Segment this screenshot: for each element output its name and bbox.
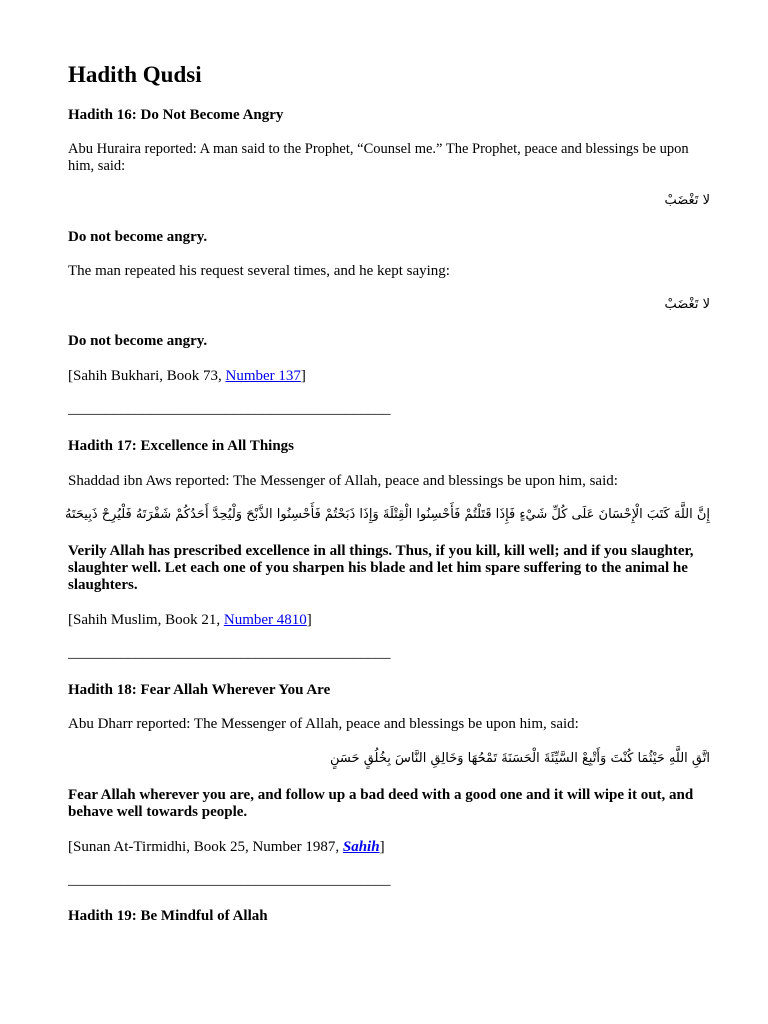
hadith-16-reference — [68, 368, 710, 385]
hadith-17-english: Verily Allah has prescribed excellence in all things. Thus, if you kill, kill well; and if you slaughter, slaughter well. Let each one of you sharpen his blade and let him spare suffering to the animal he slaughters. — [68, 543, 694, 593]
hadith-18-reference — [68, 839, 710, 856]
hadith-18-arabic: اتَّقِ اللَّهِ حَيْثُمَا كُنْتَ وَأَتْبِعْ السَّيِّئَةَ الْحَسَنَةَ تَمْحُهَا وَخَالِقِ النَّاسَ بِخُلُقٍ حَسَنٍ — [330, 751, 710, 766]
hadith-16-repeat: The man repeated his request several times, and he kept saying: — [68, 263, 450, 279]
hadith-16-intro: Abu Huraira reported: A man said to the Prophet, “Counsel me.” The Prophet, peace and blessings be upon him, said: — [68, 141, 689, 174]
hadith-18-heading: Hadith 18: Fear Allah Wherever You Are — [68, 682, 331, 698]
section-divider: ___________________________________________ — [68, 401, 391, 417]
section-divider: ___________________________________________ — [68, 645, 391, 661]
hadith-18-english: Fear Allah wherever you are, and follow up a bad deed with a good one and it will wipe it out, and behave well towards people. — [68, 787, 694, 820]
reference-suffix: ] — [306, 612, 312, 628]
reference-suffix: ] — [300, 368, 306, 384]
reference-prefix: [Sahih Bukhari, Book 73, — [68, 368, 226, 384]
reference-prefix: [Sahih Muslim, Book 21, — [68, 612, 224, 628]
reference-link[interactable]: Number 4810 — [223, 612, 307, 628]
reference-suffix: ] — [379, 839, 385, 855]
hadith-18-intro: Abu Dharr reported: The Messenger of Allah, peace and blessings be upon him, said: — [68, 716, 579, 732]
hadith-17-reference — [68, 612, 710, 629]
section-divider: ___________________________________________ — [68, 872, 391, 888]
hadith-17-arabic: إِنَّ اللَّهَ كَتَبَ الْإِحْسَانَ عَلَى كُلِّ شَيْءٍ فَإِذَا قَتَلْتُمْ فَأَحْسِنُوا الْقِتْلَةَ وَإِذَا ذَبَحْتُمْ فَأَحْسِنُوا الذَّبْحَ وَلْيُحِدَّ أَحَدُكُمْ شَفْرَتَهُ فَلْيُرِحْ ذَبِيحَتَهُ — [65, 507, 710, 522]
reference-link[interactable]: Sahih — [342, 839, 380, 855]
hadith-16-heading: Hadith 16: Do Not Become Angry — [68, 107, 284, 123]
reference-prefix: [Sunan At-Tirmidhi, Book 25, Number 1987, — [68, 839, 343, 855]
hadith-19-heading: Hadith 19: Be Mindful of Allah — [68, 908, 268, 924]
reference-link[interactable]: Number 137 — [225, 368, 301, 384]
hadith-17-intro: Shaddad ibn Aws reported: The Messenger of Allah, peace and blessings be upon him, said: — [68, 473, 618, 489]
hadith-17-heading: Hadith 17: Excellence in All Things — [68, 438, 295, 454]
page-title: Hadith Qudsi — [68, 62, 202, 87]
hadith-16-english-2: Do not become angry. — [68, 333, 208, 349]
hadith-16-arabic-2: لا تَغْضَبْ — [664, 297, 710, 312]
hadith-16-english-1: Do not become angry. — [68, 229, 208, 245]
hadith-16-arabic-1: لا تَغْضَبْ — [664, 193, 710, 208]
